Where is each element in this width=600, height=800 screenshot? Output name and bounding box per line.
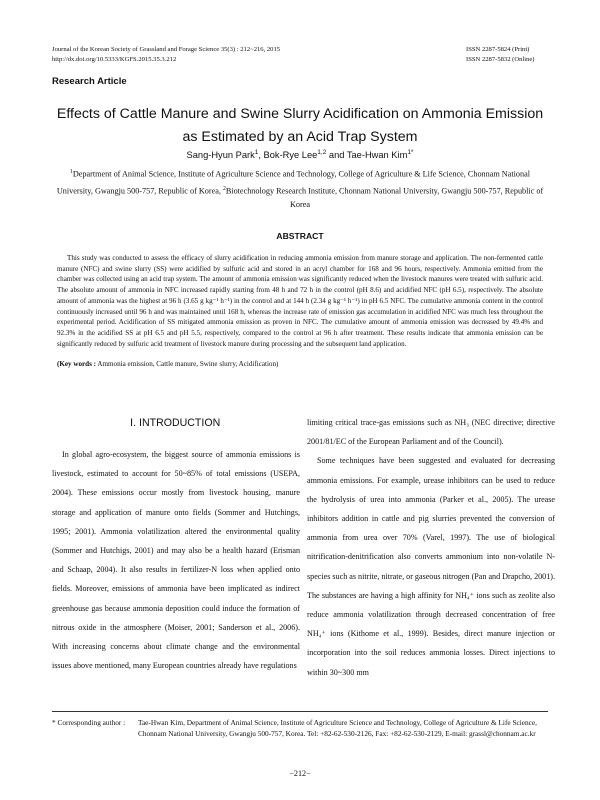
affiliations bbox=[52, 165, 548, 212]
section-heading-introduction: Ⅰ. INTRODUCTION bbox=[130, 417, 221, 429]
author-affiliation-mark: 1 bbox=[254, 149, 259, 156]
author-list bbox=[50, 149, 550, 160]
author-name: Sang-Hyun Park bbox=[186, 150, 255, 161]
author-affiliation-mark: 1,2 bbox=[317, 149, 327, 156]
keywords-label: (Key words : bbox=[57, 360, 97, 368]
doi-link[interactable]: http://dx.doi.org/10.5333/KGFS.2015.35.3.212 bbox=[52, 56, 177, 63]
issn-print: ISSN 2287-5824 (Print) bbox=[466, 46, 530, 53]
footnote-label: * Corresponding author : bbox=[52, 718, 126, 727]
abstract-heading: ABSTRACT bbox=[276, 231, 324, 241]
keywords bbox=[57, 360, 543, 368]
paper-title: Effects of Cattle Manure and Swine Slurry Acidification on Ammonia Emission as Estimated by an Acid Trap System bbox=[56, 106, 544, 145]
footnote-text: Tae-Hwan Kim, Department of Animal Science, Institute of Agriculture Science and Technology, College of Agriculture & Life Science, Chonnam National University, Gwangju 500-757, Korea. Tel: +82-62-530-2126, Fax: +82-62-530-2129, E-mail: grassl@chonnam.ac.kr bbox=[138, 718, 537, 738]
issn-block bbox=[466, 45, 535, 65]
issn-online: ISSN 2287-5832 (Online) bbox=[466, 56, 535, 63]
journal-citation: Journal of the Korean Society of Grassland and Forage Science 35(3) : 212~216, 2015 bbox=[52, 46, 281, 53]
author-name: Bok-Rye Lee bbox=[263, 150, 318, 161]
footnote-divider bbox=[52, 711, 548, 712]
intro-right-column bbox=[307, 413, 555, 682]
intro-left-column bbox=[52, 445, 300, 675]
affiliation-text: Biotechnology Research Institute, Chonnam National University, Gwangju 500-757, Republic of Korea bbox=[225, 186, 544, 210]
intro-paragraph: Some techniques have been suggested and evaluated for decreasing ammonia emissions. For example, urease inhibitors can be used to reduce the hydrolysis of urea into ammonia (Parker et al., 2005). The urease inhibitors addition in cattle and pig slurries prevented the conversion of ammonia from urea over 70% (Varel, 1997). The use of biological nitrification-denitrification also converts ammonium into non-volatile N-species such as nitrite, nitrate, or gaseous nitrogen (Pan and Drapcho, 2001). The substances are having a high affinity for NH₄⁺ ions such as zeolite also reduce ammonia volatilization through decreased concentration of free NH₄⁺ ions (Kithome et al., 1999). Besides, direct manure injection or incorporation into the soil reduces ammonia losses. Direct injections to within 30~300 mm bbox=[307, 456, 555, 677]
journal-header bbox=[52, 45, 280, 65]
page-number: −212− bbox=[289, 769, 311, 778]
affiliation-text: Department of Animal Science, Institute of Agriculture Science and Technology, College of Agriculture & Life Science, Chonnam National University, Gwangju 500-757, Republic of Korea, bbox=[56, 169, 530, 196]
article-type-label: Research Article bbox=[52, 76, 127, 87]
abstract-text: This study was conducted to assess the efficacy of slurry acidification in reducing ammonia emission from manure storage and application. The non-fermented cattle manure (NFC) and swine slurry (SS) were acidified by sulfuric acid and stored in an acryl chamber for 168 and 96 hours, respectively. Ammonia emitted from the chamber was collected using an acid trap system. The amount of ammonia emission was significantly reduced when the livestock manures were treated with sulfuric acid. The absolute amount of ammonia in NFC increased rapidly starting from 48 h and 72 h in the control (pH 8.6) and acidified NFC (pH 6.5), respectively. The absolute amount of ammonia was the highest at 96 h (3.65 g kg⁻¹ h⁻¹) in the control and at 144 h (2.34 g kg⁻¹ h⁻¹) in pH 6.5 NFC. The cumulative ammonia content in the control continuously increased until 96 h and was maintained until 168 h, whereas the increase rate of emission gas accumulation in acidified NFC was much less throughout the experimental period. Acidification of SS mitigated ammonia emission as proven in NFC. The cumulative amount of ammonia emission was decreased by 49.4% and 92.3% in the acidified SS at pH 6.5 and pH 5.5, respectively, compared to the control at 96 h after treatment. These results indicate that ammonia emission can be significantly reduced by sulfuric acid treatment of livestock manure during processing and the subsequent land application. bbox=[57, 254, 543, 348]
keywords-text: Ammonia emission, Cattle manure, Swine slurry, Acidification) bbox=[96, 360, 279, 368]
author-affiliation-mark: 1* bbox=[407, 149, 414, 156]
author-separator: and bbox=[326, 150, 347, 161]
author-name: Tae-Hwan Kim bbox=[346, 150, 408, 161]
author-separator: , bbox=[258, 150, 264, 161]
intro-paragraph: In global agro-ecosystem, the biggest source of ammonia emissions is livestock, estimated to account for 50~85% of total emissions (USEPA, 2004). These emissions occur mostly from livestock housing, manure storage and application of manure onto fields (Sommer and Hutchings, 1995; 2001). Ammonia volatilization altered the environmental quality (Sommer and Hutchigs, 2001) and may also be a health hazard (Erisman and Schaap, 2004). It also results in fertilizer-N loss when applied onto fields. Moreover, emissions of ammonia have been implicated as indirect greenhouse gas because ammonia deposition could induce the formation of nitrous oxide in the atmosphere (Moiser, 2001; Sanderson et al., 2006). With increasing concerns about climate change and the environmental issues above mentioned, many European countries already have regulations bbox=[52, 450, 300, 671]
affiliation-mark: 2 bbox=[222, 185, 226, 192]
affiliation-mark: 1 bbox=[70, 169, 73, 175]
corresponding-author-footnote bbox=[52, 717, 548, 739]
intro-paragraph: limiting critical trace-gas emissions such as NH₃ (NEC directive; directive 2001/81/EC of the European Parliament and of the Council). bbox=[307, 418, 555, 447]
